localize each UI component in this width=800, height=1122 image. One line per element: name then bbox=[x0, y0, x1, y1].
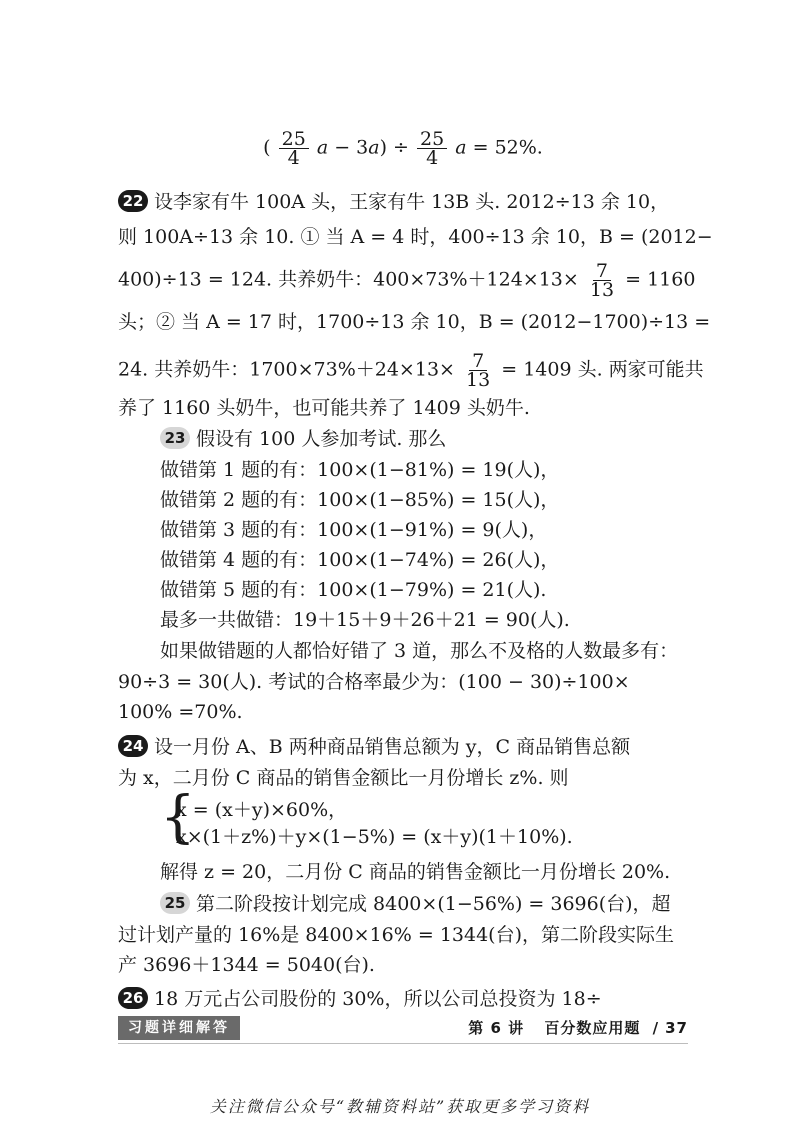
fraction-numerator: 25 bbox=[417, 130, 447, 149]
problem-number-badge: 23 bbox=[160, 427, 190, 449]
text-line bbox=[160, 455, 730, 485]
chapter-number: 第 6 讲 bbox=[468, 1019, 525, 1037]
text-line bbox=[160, 605, 730, 635]
text-line bbox=[118, 950, 688, 980]
line-text: 做错第 4 题的有：100×(1−74%) = 26(人)， bbox=[160, 549, 560, 571]
line-text: 最多一共做错：19＋15＋9＋26＋21 = 90(人). bbox=[160, 609, 570, 631]
line-text: 400)÷13 = 124. 共养奶牛：400×73%＋124×13× bbox=[118, 268, 579, 291]
problem-number-badge: 26 bbox=[118, 987, 148, 1009]
problem-number-badge: 25 bbox=[160, 892, 190, 914]
line-text: 如果做错题的人都恰好错了 3 道，那么不及格的人数最多有： bbox=[160, 640, 679, 662]
fraction-numerator: 7 bbox=[469, 352, 487, 371]
line-text: 100% =70%. bbox=[118, 701, 243, 723]
line-text: 90÷3 = 30(人). 考试的合格率最少为：(100 − 30)÷100× bbox=[118, 671, 630, 693]
text-line bbox=[160, 889, 730, 919]
fraction bbox=[587, 262, 617, 299]
formula-text: a = 52%. bbox=[455, 136, 543, 159]
line-text: 过计划产量的 16%是 8400×16% = 1344(台)，第二阶段实际生 bbox=[118, 924, 674, 946]
chapter-label bbox=[468, 1015, 688, 1041]
footer-divider bbox=[118, 1043, 688, 1044]
text-line bbox=[160, 575, 730, 605]
text-line bbox=[118, 260, 696, 301]
fraction-numerator: 25 bbox=[279, 130, 309, 149]
equation-line bbox=[176, 822, 746, 852]
line-text: 为 x，二月份 C 商品的销售金额比一月份增长 z%. 则 bbox=[118, 767, 569, 789]
text-line bbox=[160, 545, 730, 575]
text-line bbox=[118, 732, 688, 762]
fraction bbox=[417, 130, 447, 167]
fraction bbox=[463, 352, 493, 389]
line-text: 做错第 3 题的有：100×(1−91%) = 9(人)， bbox=[160, 519, 548, 541]
line-text: 做错第 2 题的有：100×(1−85%) = 15(人)， bbox=[160, 489, 560, 511]
text-line bbox=[118, 984, 688, 1014]
text-line bbox=[118, 307, 711, 337]
line-text: x = (x＋y)×60%， bbox=[176, 799, 348, 821]
text-line bbox=[160, 485, 730, 515]
line-text: = 1409 头. 两家可能共 bbox=[501, 358, 704, 381]
fraction-denominator: 13 bbox=[466, 369, 491, 391]
page-number: 37 bbox=[665, 1019, 688, 1037]
fraction bbox=[279, 130, 309, 167]
text-line bbox=[118, 393, 688, 423]
fraction-denominator: 13 bbox=[589, 279, 615, 301]
text-line bbox=[160, 515, 730, 545]
line-text: 设一月份 A、B 两种商品销售总额为 y，C 商品销售总额 bbox=[154, 736, 631, 758]
fraction-denominator: 4 bbox=[287, 147, 300, 169]
line-text: 第二阶段按计划完成 8400×(1−56%) = 3696(台)，超 bbox=[196, 893, 671, 915]
text-line bbox=[160, 636, 730, 666]
problem-number-badge: 22 bbox=[118, 190, 148, 212]
page-separator: / bbox=[652, 1019, 660, 1037]
fraction-numerator: 7 bbox=[593, 262, 611, 281]
line-text: 养了 1160 头奶牛，也可能共养了 1409 头奶牛. bbox=[118, 397, 530, 419]
line-text: 24. 共养奶牛：1700×73%＋24×13× bbox=[118, 358, 455, 381]
line-text: 解得 z = 20，二月份 C 商品的销售金额比一月份增长 20%. bbox=[160, 861, 671, 883]
line-text: 18 万元占公司股份的 30%，所以公司总投资为 18÷ bbox=[154, 988, 602, 1010]
line-text: x×(1＋z%)＋y×(1−5%) = (x＋y)(1＋10%). bbox=[176, 826, 573, 848]
line-text: 做错第 1 题的有：100×(1−81%) = 19(人)， bbox=[160, 459, 560, 481]
paren-open: ( bbox=[263, 136, 271, 159]
line-text: 做错第 5 题的有：100×(1−79%) = 21(人). bbox=[160, 579, 547, 601]
text-line bbox=[118, 763, 688, 793]
line-text: 设李家有牛 100A 头，王家有牛 13B 头. 2012÷13 余 10， bbox=[154, 191, 670, 213]
problem-number-badge: 24 bbox=[118, 735, 148, 757]
fraction-denominator: 4 bbox=[426, 147, 439, 169]
line-text: 头；② 当 A = 17 时，1700÷13 余 10，B = (2012−1700)÷13 = bbox=[118, 311, 711, 333]
equation-line bbox=[176, 795, 746, 825]
section-tag: 习题详细解答 bbox=[118, 1016, 240, 1040]
line-text: 则 100A÷13 余 10. ① 当 A = 4 时，400÷13 余 10，B = (2012− bbox=[118, 226, 713, 248]
formula-line bbox=[118, 130, 688, 167]
chapter-title: 百分数应用题 bbox=[544, 1019, 641, 1037]
text-line bbox=[160, 424, 730, 454]
text-line bbox=[160, 857, 730, 887]
text-line bbox=[118, 920, 688, 950]
text-line bbox=[118, 350, 704, 391]
equation-system-brace: { bbox=[160, 785, 196, 850]
text-line bbox=[118, 187, 688, 217]
text-line bbox=[118, 697, 688, 727]
line-text: 产 3696＋1344 = 5040(台). bbox=[118, 954, 375, 976]
line-text: 假设有 100 人参加考试. 那么 bbox=[196, 428, 447, 450]
watermark-text: 关注微信公众号“教辅资料站”获取更多学习资料 bbox=[209, 1097, 591, 1116]
text-line bbox=[118, 222, 713, 252]
line-text: = 1160 bbox=[625, 268, 696, 291]
text-line bbox=[118, 667, 688, 697]
formula-text: a − 3a) ÷ bbox=[316, 136, 409, 159]
